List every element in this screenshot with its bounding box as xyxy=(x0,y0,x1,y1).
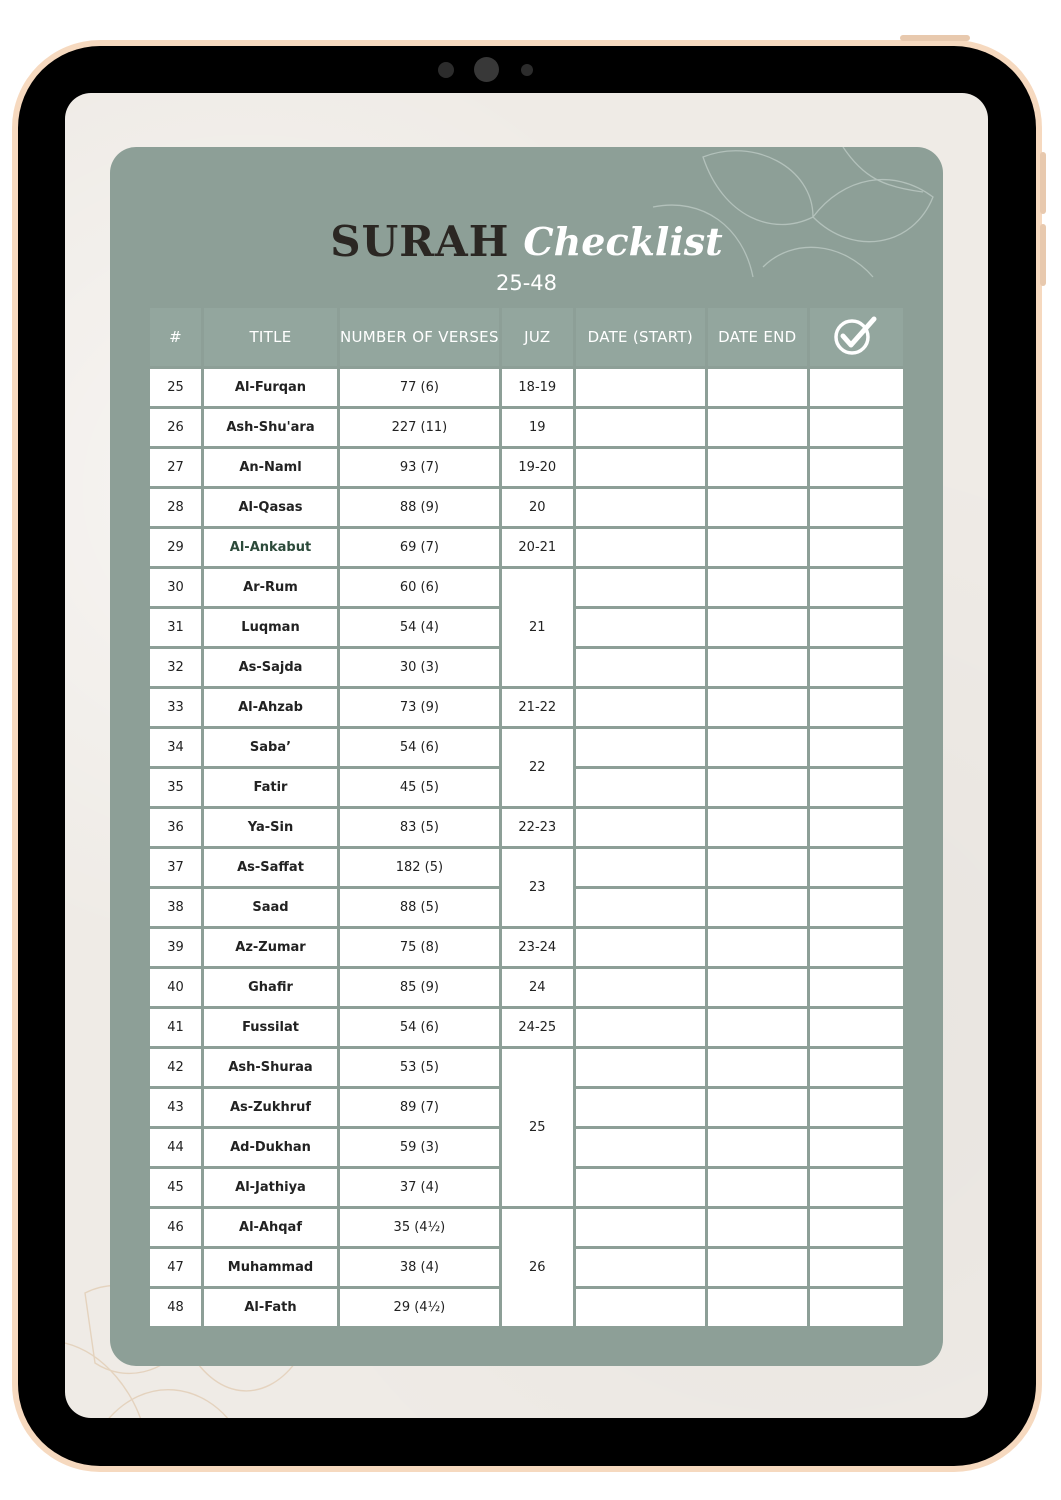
date-end-cell[interactable] xyxy=(708,1009,807,1046)
date-end-cell[interactable] xyxy=(708,889,807,926)
date-start-cell[interactable] xyxy=(576,489,705,526)
surah-title-cell: Ash-Shu'ara xyxy=(204,409,337,446)
date-start-cell[interactable] xyxy=(576,449,705,486)
verse-count-cell: 227 (11) xyxy=(340,409,499,446)
surah-title-cell: Luqman xyxy=(204,609,337,646)
date-start-cell[interactable] xyxy=(576,649,705,686)
verse-count-cell: 89 (7) xyxy=(340,1089,499,1126)
done-checkbox-cell[interactable] xyxy=(810,769,903,806)
verse-count-cell: 38 (4) xyxy=(340,1249,499,1286)
juz-cell: 22 xyxy=(502,729,573,806)
surah-title-cell: Al-Fath xyxy=(204,1289,337,1326)
surah-title-cell: Ya-Sin xyxy=(204,809,337,846)
done-checkbox-cell[interactable] xyxy=(810,1169,903,1206)
surah-number-cell: 27 xyxy=(150,449,201,486)
date-start-cell[interactable] xyxy=(576,889,705,926)
verse-count-cell: 54 (6) xyxy=(340,1009,499,1046)
surah-number-cell: 36 xyxy=(150,809,201,846)
done-checkbox-cell[interactable] xyxy=(810,1089,903,1126)
done-checkbox-cell[interactable] xyxy=(810,529,903,566)
surah-number-cell: 32 xyxy=(150,649,201,686)
juz-cell: 21 xyxy=(502,569,573,686)
date-start-cell[interactable] xyxy=(576,769,705,806)
checklist-panel xyxy=(110,147,943,1366)
verse-count-cell: 83 (5) xyxy=(340,809,499,846)
surah-number-cell: 44 xyxy=(150,1129,201,1166)
juz-cell: 19 xyxy=(502,409,573,446)
surah-title-cell: Al-Ahqaf xyxy=(204,1209,337,1246)
date-start-cell[interactable] xyxy=(576,1049,705,1086)
col-done-header xyxy=(810,308,903,366)
verse-count-cell: 60 (6) xyxy=(340,569,499,606)
table-row xyxy=(150,689,903,726)
done-checkbox-cell[interactable] xyxy=(810,689,903,726)
date-end-cell[interactable] xyxy=(708,409,807,446)
surah-number-cell: 40 xyxy=(150,969,201,1006)
verse-count-cell: 93 (7) xyxy=(340,449,499,486)
done-checkbox-cell[interactable] xyxy=(810,809,903,846)
date-end-cell[interactable] xyxy=(708,449,807,486)
done-checkbox-cell[interactable] xyxy=(810,1129,903,1166)
surah-number-cell: 39 xyxy=(150,929,201,966)
col-juz-header: JUZ xyxy=(502,308,573,366)
verse-count-cell: 59 (3) xyxy=(340,1129,499,1166)
date-end-cell[interactable] xyxy=(708,569,807,606)
date-end-cell[interactable] xyxy=(708,1169,807,1206)
done-checkbox-cell[interactable] xyxy=(810,1209,903,1246)
verse-count-cell: 29 (4½) xyxy=(340,1289,499,1326)
date-start-cell[interactable] xyxy=(576,409,705,446)
done-checkbox-cell[interactable] xyxy=(810,649,903,686)
date-start-cell[interactable] xyxy=(576,1289,705,1326)
verse-count-cell: 69 (7) xyxy=(340,529,499,566)
date-end-cell[interactable] xyxy=(708,769,807,806)
date-start-cell[interactable] xyxy=(576,569,705,606)
surah-title-cell: As-Saffat xyxy=(204,849,337,886)
date-start-cell[interactable] xyxy=(576,689,705,726)
date-end-cell[interactable] xyxy=(708,529,807,566)
surah-title-cell: Fussilat xyxy=(204,1009,337,1046)
date-start-cell[interactable] xyxy=(576,1089,705,1126)
date-end-cell[interactable] xyxy=(708,1249,807,1286)
surah-title-cell: An-Naml xyxy=(204,449,337,486)
camera-dot-right xyxy=(521,64,533,76)
table-row xyxy=(150,449,903,486)
verse-count-cell: 73 (9) xyxy=(340,689,499,726)
title-script: Checklist xyxy=(523,219,723,264)
date-start-cell[interactable] xyxy=(576,529,705,566)
table-row xyxy=(150,409,903,446)
date-start-cell[interactable] xyxy=(576,809,705,846)
col-verses-header: NUMBER OF VERSES xyxy=(340,308,499,366)
surah-number-cell: 38 xyxy=(150,889,201,926)
done-checkbox-cell[interactable] xyxy=(810,449,903,486)
col-date-start-header: DATE (START) xyxy=(576,308,705,366)
date-end-cell[interactable] xyxy=(708,809,807,846)
surah-title-cell: Al-Jathiya xyxy=(204,1169,337,1206)
table-row xyxy=(150,1049,903,1086)
surah-number-cell: 46 xyxy=(150,1209,201,1246)
juz-cell: 20 xyxy=(502,489,573,526)
surah-title-cell: Ghafir xyxy=(204,969,337,1006)
col-title-header: TITLE xyxy=(204,308,337,366)
surah-number-cell: 47 xyxy=(150,1249,201,1286)
date-end-cell[interactable] xyxy=(708,969,807,1006)
done-checkbox-cell[interactable] xyxy=(810,369,903,406)
checkmark-circle-icon xyxy=(832,313,880,357)
surah-number-cell: 33 xyxy=(150,689,201,726)
verse-count-cell: 54 (6) xyxy=(340,729,499,766)
table-row xyxy=(150,369,903,406)
date-end-cell[interactable] xyxy=(708,1049,807,1086)
date-start-cell[interactable] xyxy=(576,369,705,406)
tablet-screen xyxy=(65,93,988,1418)
done-checkbox-cell[interactable] xyxy=(810,849,903,886)
surah-checklist-table xyxy=(147,305,906,1329)
surah-title-cell: Al-Ahzab xyxy=(204,689,337,726)
surah-number-cell: 43 xyxy=(150,1089,201,1126)
verse-count-cell: 53 (5) xyxy=(340,1049,499,1086)
date-end-cell[interactable] xyxy=(708,649,807,686)
surah-title-cell: As-Zukhruf xyxy=(204,1089,337,1126)
done-checkbox-cell[interactable] xyxy=(810,1009,903,1046)
done-checkbox-cell[interactable] xyxy=(810,409,903,446)
done-checkbox-cell[interactable] xyxy=(810,889,903,926)
surah-number-cell: 30 xyxy=(150,569,201,606)
date-start-cell[interactable] xyxy=(576,1129,705,1166)
camera-lens xyxy=(474,57,499,82)
surah-range: 25-48 xyxy=(495,271,558,295)
date-end-cell[interactable] xyxy=(708,489,807,526)
date-start-cell[interactable] xyxy=(576,1209,705,1246)
surah-number-cell: 48 xyxy=(150,1289,201,1326)
power-button xyxy=(900,35,970,41)
date-end-cell[interactable] xyxy=(708,929,807,966)
juz-cell: 20-21 xyxy=(502,529,573,566)
date-end-cell[interactable] xyxy=(708,849,807,886)
date-start-cell[interactable] xyxy=(576,1249,705,1286)
juz-cell: 24 xyxy=(502,969,573,1006)
verse-count-cell: 88 (9) xyxy=(340,489,499,526)
surah-title-cell: Saba’ xyxy=(204,729,337,766)
date-end-cell[interactable] xyxy=(708,689,807,726)
done-checkbox-cell[interactable] xyxy=(810,489,903,526)
surah-number-cell: 29 xyxy=(150,529,201,566)
done-checkbox-cell[interactable] xyxy=(810,609,903,646)
date-start-cell[interactable] xyxy=(576,609,705,646)
surah-number-cell: 42 xyxy=(150,1049,201,1086)
juz-cell: 22-23 xyxy=(502,809,573,846)
verse-count-cell: 85 (9) xyxy=(340,969,499,1006)
surah-title-cell: Fatir xyxy=(204,769,337,806)
table-header-row xyxy=(150,308,903,366)
done-checkbox-cell[interactable] xyxy=(810,569,903,606)
surah-title-cell: Ar-Rum xyxy=(204,569,337,606)
date-start-cell[interactable] xyxy=(576,849,705,886)
date-end-cell[interactable] xyxy=(708,1209,807,1246)
title-main: SURAH xyxy=(330,217,510,266)
done-checkbox-cell[interactable] xyxy=(810,729,903,766)
volume-up-button xyxy=(1040,152,1046,214)
table-row xyxy=(150,809,903,846)
juz-cell: 23-24 xyxy=(502,929,573,966)
surah-title-cell: Ad-Dukhan xyxy=(204,1129,337,1166)
done-checkbox-cell[interactable] xyxy=(810,1249,903,1286)
done-checkbox-cell[interactable] xyxy=(810,1289,903,1326)
date-start-cell[interactable] xyxy=(576,1009,705,1046)
surah-title-cell: As-Sajda xyxy=(204,649,337,686)
table-row xyxy=(150,1009,903,1046)
table-row xyxy=(150,1209,903,1246)
juz-cell: 24-25 xyxy=(502,1009,573,1046)
surah-title-cell: Al-Qasas xyxy=(204,489,337,526)
table-row xyxy=(150,969,903,1006)
verse-count-cell: 35 (4½) xyxy=(340,1209,499,1246)
juz-cell: 21-22 xyxy=(502,689,573,726)
surah-number-cell: 37 xyxy=(150,849,201,886)
surah-number-cell: 41 xyxy=(150,1009,201,1046)
verse-count-cell: 30 (3) xyxy=(340,649,499,686)
date-end-cell[interactable] xyxy=(708,609,807,646)
surah-title-cell: Al-Ankabut xyxy=(204,529,337,566)
table-row xyxy=(150,929,903,966)
juz-cell: 19-20 xyxy=(502,449,573,486)
verse-count-cell: 75 (8) xyxy=(340,929,499,966)
date-end-cell[interactable] xyxy=(708,1129,807,1166)
table-row xyxy=(150,729,903,766)
surah-title-cell: Saad xyxy=(204,889,337,926)
verse-count-cell: 77 (6) xyxy=(340,369,499,406)
juz-cell: 25 xyxy=(502,1049,573,1206)
table-row xyxy=(150,849,903,886)
surah-number-cell: 25 xyxy=(150,369,201,406)
col-number-header: # xyxy=(150,308,201,366)
surah-title-cell: Az-Zumar xyxy=(204,929,337,966)
col-date-end-header: DATE END xyxy=(708,308,807,366)
juz-cell: 18-19 xyxy=(502,369,573,406)
date-start-cell[interactable] xyxy=(576,1169,705,1206)
surah-title-cell: Ash-Shuraa xyxy=(204,1049,337,1086)
volume-down-button xyxy=(1040,224,1046,286)
surah-title-cell: Al-Furqan xyxy=(204,369,337,406)
surah-number-cell: 26 xyxy=(150,409,201,446)
verse-count-cell: 54 (4) xyxy=(340,609,499,646)
verse-count-cell: 45 (5) xyxy=(340,769,499,806)
date-start-cell[interactable] xyxy=(576,929,705,966)
done-checkbox-cell[interactable] xyxy=(810,969,903,1006)
juz-cell: 23 xyxy=(502,849,573,926)
surah-number-cell: 28 xyxy=(150,489,201,526)
surah-title-cell: Muhammad xyxy=(204,1249,337,1286)
verse-count-cell: 88 (5) xyxy=(340,889,499,926)
date-end-cell[interactable] xyxy=(708,1089,807,1126)
done-checkbox-cell[interactable] xyxy=(810,929,903,966)
date-start-cell[interactable] xyxy=(576,729,705,766)
surah-number-cell: 35 xyxy=(150,769,201,806)
verse-count-cell: 182 (5) xyxy=(340,849,499,886)
surah-number-cell: 45 xyxy=(150,1169,201,1206)
verse-count-cell: 37 (4) xyxy=(340,1169,499,1206)
table-row xyxy=(150,529,903,566)
juz-cell: 26 xyxy=(502,1209,573,1326)
done-checkbox-cell[interactable] xyxy=(810,1049,903,1086)
date-start-cell[interactable] xyxy=(576,969,705,1006)
camera-dot-left xyxy=(438,62,454,78)
table-row xyxy=(150,569,903,606)
date-end-cell[interactable] xyxy=(708,729,807,766)
surah-number-cell: 31 xyxy=(150,609,201,646)
date-end-cell[interactable] xyxy=(708,369,807,406)
page-title xyxy=(110,217,943,277)
date-end-cell[interactable] xyxy=(708,1289,807,1326)
table-row xyxy=(150,489,903,526)
surah-number-cell: 34 xyxy=(150,729,201,766)
